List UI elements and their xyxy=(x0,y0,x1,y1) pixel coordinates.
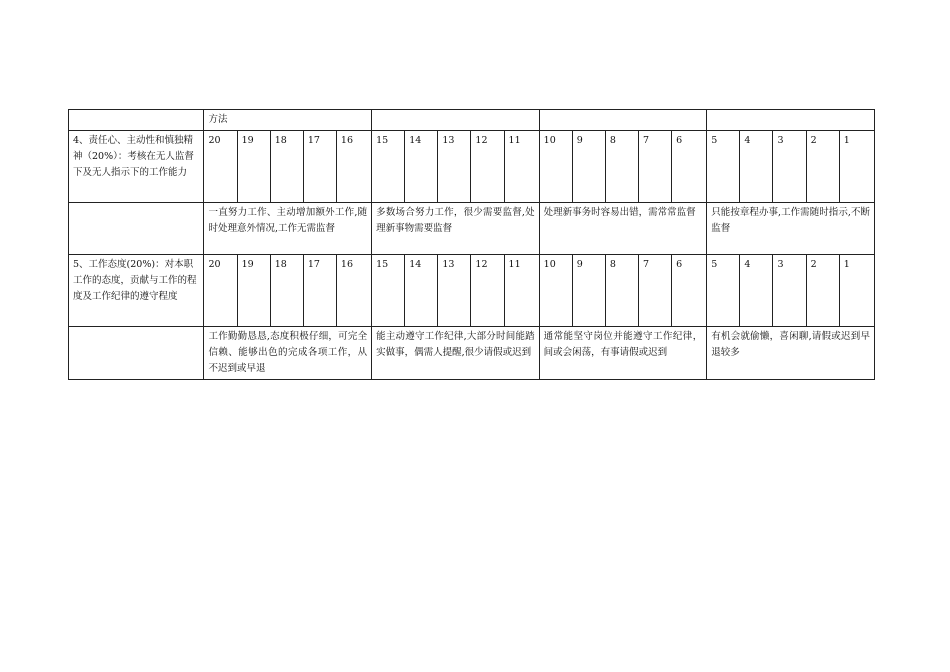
score-cell: 3 xyxy=(773,131,806,203)
table-cell xyxy=(707,110,875,131)
score-cell: 10 xyxy=(539,255,572,327)
table-row xyxy=(69,110,875,131)
description-cell: 工作勤勤恳恳,态度积极仔细，可完全信赖、能够出色的完成各项工作，从不迟到或早退 xyxy=(204,327,372,380)
score-cell: 11 xyxy=(504,255,539,327)
table-row xyxy=(69,327,875,380)
description-cell: 多数场合努力工作，很少需要监督,处理新事物需要监督 xyxy=(372,203,540,255)
score-cell: 19 xyxy=(237,131,270,203)
table-cell xyxy=(372,110,540,131)
score-cell: 12 xyxy=(471,131,504,203)
score-cell: 4 xyxy=(740,131,773,203)
score-cell: 10 xyxy=(539,131,572,203)
score-cell: 17 xyxy=(303,131,336,203)
table-cell xyxy=(69,110,204,131)
score-cell: 12 xyxy=(471,255,504,327)
score-cell: 5 xyxy=(707,131,740,203)
score-cell: 13 xyxy=(438,131,471,203)
table-cell xyxy=(69,203,204,255)
criterion-text: 5、工作态度(20%)：对本职工作的态度，贡献与工作的程度及工作纪律的遵守程度 xyxy=(69,255,204,327)
description-cell: 一直努力工作、主动增加额外工作,随时处理意外情况,工作无需监督 xyxy=(204,203,372,255)
score-cell: 15 xyxy=(372,255,405,327)
description-cell: 处理新事务时容易出错，需常常监督 xyxy=(539,203,707,255)
description-cell: 有机会就偷懒，喜闲聊,请假或迟到早退较多 xyxy=(707,327,875,380)
score-cell: 11 xyxy=(504,131,539,203)
evaluation-table xyxy=(68,109,875,380)
score-cell: 4 xyxy=(740,255,773,327)
table-row xyxy=(69,203,875,255)
criterion-text: 4、责任心、主动性和慎独精神（20%）：考核在无人监督下及无人指示下的工作能力 xyxy=(69,131,204,203)
score-cell: 7 xyxy=(639,255,672,327)
score-cell: 16 xyxy=(336,255,371,327)
score-cell: 5 xyxy=(707,255,740,327)
score-cell: 8 xyxy=(605,255,638,327)
score-cell: 3 xyxy=(773,255,806,327)
table-cell xyxy=(69,327,204,380)
score-cell: 13 xyxy=(438,255,471,327)
score-cell: 18 xyxy=(270,255,303,327)
score-cell: 16 xyxy=(336,131,371,203)
score-cell: 6 xyxy=(672,255,707,327)
score-cell: 6 xyxy=(672,131,707,203)
description-cell: 能主动遵守工作纪律,大部分时间能踏实做事，偶需人提醒,很少请假或迟到 xyxy=(372,327,540,380)
score-cell: 1 xyxy=(839,131,874,203)
score-cell: 2 xyxy=(806,255,839,327)
score-cell: 17 xyxy=(303,255,336,327)
score-cell: 15 xyxy=(372,131,405,203)
score-cell: 14 xyxy=(405,131,438,203)
score-cell: 19 xyxy=(237,255,270,327)
score-cell: 9 xyxy=(572,255,605,327)
score-cell: 7 xyxy=(639,131,672,203)
table-row xyxy=(69,131,875,203)
description-cell: 只能按章程办事,工作需随时指示,不断监督 xyxy=(707,203,875,255)
score-cell: 2 xyxy=(806,131,839,203)
table-cell xyxy=(539,110,707,131)
score-cell: 8 xyxy=(605,131,638,203)
score-cell: 9 xyxy=(572,131,605,203)
method-label: 方法 xyxy=(204,110,372,131)
score-cell: 1 xyxy=(839,255,874,327)
score-cell: 20 xyxy=(204,131,237,203)
table-row xyxy=(69,255,875,327)
description-cell: 通常能坚守岗位并能遵守工作纪律，间或会闲荡，有事请假或迟到 xyxy=(539,327,707,380)
score-cell: 20 xyxy=(204,255,237,327)
score-cell: 14 xyxy=(405,255,438,327)
score-cell: 18 xyxy=(270,131,303,203)
